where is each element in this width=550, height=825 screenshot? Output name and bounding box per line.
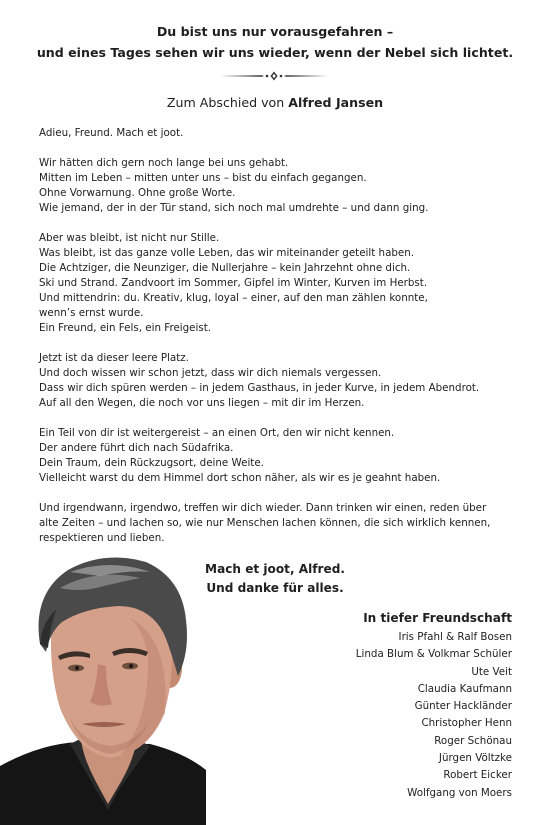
signature-name: Günter Hackländer (414, 700, 512, 713)
poem-line: Die Achtziger, die Neunziger, die Nullerjahre – kein Jahrzehnt ohne dich. (39, 262, 411, 274)
signatures (252, 608, 512, 802)
signature-name: Jürgen Völtzke (438, 752, 512, 765)
signatures-title: In tiefer Freundschaft (363, 611, 512, 625)
signature-name: Roger Schönau (434, 734, 512, 747)
poem-line: Mitten im Leben – mitten unter uns – bist du einfach gegangen. (39, 172, 367, 184)
signature-name: Christopher Henn (421, 717, 512, 730)
stanza-1 (39, 126, 519, 141)
deceased-name: Alfred Jansen (288, 95, 384, 110)
poem-line: Dein Traum, dein Rückzugsort, deine Weite. (39, 457, 264, 469)
poem (39, 126, 519, 561)
stanza-4 (39, 351, 519, 411)
poem-line: Der andere führt dich nach Südafrika. (39, 442, 234, 454)
stanza-3 (39, 231, 519, 336)
poem-line: wenn’s ernst wurde. (39, 307, 144, 319)
poem-line: Adieu, Freund. Mach et joot. (39, 127, 184, 139)
poem-line: Und doch wissen wir schon jetzt, dass wir dich niemals vergessen. (39, 367, 382, 379)
poem-line: respektieren und lieben. (39, 532, 165, 544)
poem-line: Ein Freund, ein Fels, ein Freigeist. (39, 322, 212, 334)
poem-line: Vielleicht warst du dem Himmel dort schon näher, als wir es je geahnt haben. (39, 472, 441, 484)
farewell-line-2: Und danke für alles. (206, 581, 344, 595)
poem-line: Was bleibt, ist das ganze volle Leben, das wir miteinander geteilt haben. (39, 247, 415, 259)
poem-line: Und mittendrin: du. Kreativ, klug, loyal – einer, auf den man zählen konnte, (39, 292, 428, 304)
farewell (185, 560, 365, 598)
stanza-2 (39, 156, 519, 216)
portrait-photo (0, 548, 206, 825)
poem-line: Jetzt ist da dieser leere Platz. (39, 352, 189, 364)
poem-line: Und irgendwann, irgendwo, treffen wir dich wieder. Dann trinken wir einen, reden über (39, 502, 487, 514)
poem-line: Aber was bleibt, ist nicht nur Stille. (39, 232, 220, 244)
motto-line-2: und eines Tages sehen wir uns wieder, wenn der Nebel sich lichtet. (36, 45, 514, 60)
signature-name: Iris Pfahl & Ralf Bosen (398, 631, 512, 643)
motto-line-1: Du bist uns nur vorausgefahren – (156, 24, 394, 39)
poem-line: Ohne Vorwarnung. Ohne große Worte. (39, 187, 236, 199)
farewell-line-1: Mach et joot, Alfred. (205, 562, 345, 576)
motto (0, 21, 550, 63)
poem-line: alte Zeiten – und lachen so, wie nur Menschen lachen können, die sich wirklich kennen, (39, 517, 491, 529)
stanza-6 (39, 501, 519, 546)
poem-line: Dass wir dich spüren werden – in jedem Gasthaus, in jeder Kurve, in jedem Abendrot. (39, 382, 480, 394)
signature-name: Robert Eicker (443, 769, 512, 782)
signature-name: Linda Blum & Volkmar Schüler (355, 648, 512, 661)
poem-line: Ein Teil von dir ist weitergereist – an einen Ort, den wir nicht kennen. (39, 427, 395, 439)
poem-line: Ski und Strand. Zandvoort im Sommer, Gipfel im Winter, Kurven im Herbst. (39, 277, 428, 289)
signature-name: Ute Veit (471, 665, 512, 678)
signature-name: Wolfgang von Moers (407, 786, 512, 799)
poem-line: Auf all den Wegen, die noch vor uns liegen – mit dir im Herzen. (39, 397, 365, 409)
poem-line: Wie jemand, der in der Tür stand, sich noch mal umdrehte – und dann ging. (39, 202, 429, 214)
poem-line: Wir hätten dich gern noch lange bei uns gehabt. (39, 157, 289, 169)
ornamental-divider-icon (218, 70, 330, 82)
stanza-5 (39, 426, 519, 486)
heading (0, 94, 550, 112)
signature-name: Claudia Kaufmann (417, 682, 512, 695)
heading-prefix: Zum Abschied von (166, 95, 285, 110)
